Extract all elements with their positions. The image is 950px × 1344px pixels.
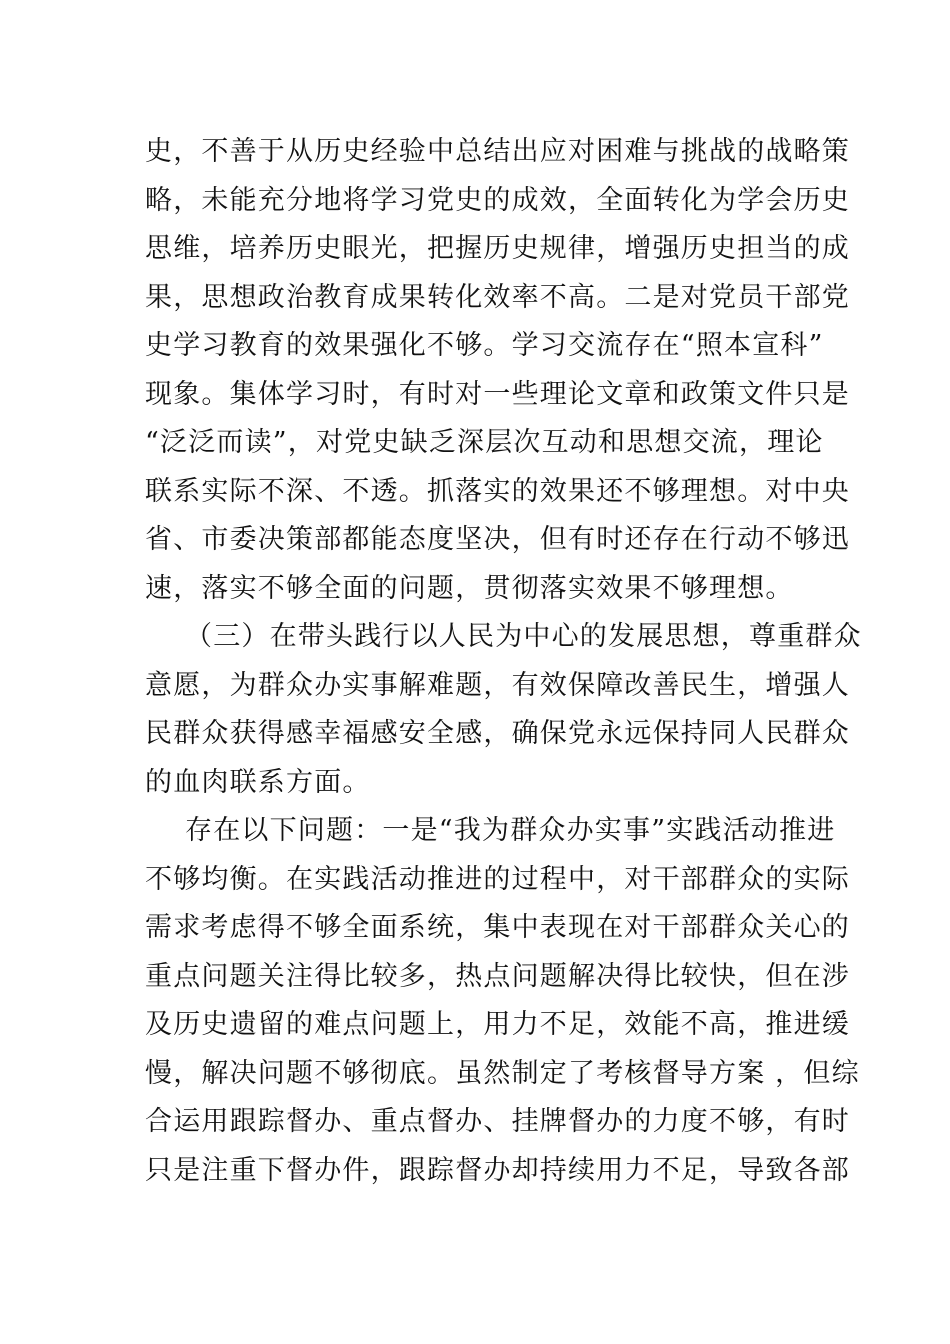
text-line: 需求考虑得不够全面系统，集中表现在对干部群众关心的 bbox=[145, 912, 850, 943]
text-line: 及历史遗留的难点问题上，用力不足，效能不高，推进缓 bbox=[145, 1009, 850, 1040]
text-line: 果，思想政治教育成果转化效率不高。二是对党员干部党 bbox=[145, 281, 850, 313]
text-line: 不够均衡。在实践活动推进的过程中，对干部群众的实际 bbox=[145, 863, 850, 895]
text-line: 重点问题关注得比较多，热点问题解决得比较快，但在涉 bbox=[145, 960, 850, 992]
text-line: 史学习教育的效果强化不够。学习交流存在“照本宣科” bbox=[145, 330, 824, 361]
text-line: 慢，解决问题不够彻底。虽然制定了考核督导方案 ，但综 bbox=[145, 1057, 860, 1089]
text-line: 联系实际不深、不透。抓落实的效果还不够理想。对中央 bbox=[145, 475, 850, 507]
text-line: 史，不善于从历史经验中总结出应对困难与挑战的战略策 bbox=[145, 136, 850, 167]
text-line: 思维，培养历史眼光，把握历史规律，增强历史担当的成 bbox=[145, 233, 850, 264]
text-line: 省、市委决策部都能态度坚决，但有时还存在行动不够迅 bbox=[145, 524, 850, 555]
section-heading-line: （三）在带头践行以人民为中心的发展思想，尊重群众 bbox=[185, 621, 862, 652]
text-line: 现象。集体学习时，有时对一些理论文章和政策文件只是 bbox=[145, 378, 850, 410]
text-line: 速，落实不够全面的问题，贯彻落实效果不够理想。 bbox=[145, 572, 794, 604]
text-line: 只是注重下督办件，跟踪督办却持续用力不足，导致各部 bbox=[145, 1154, 850, 1186]
paragraph-start-line: 存在以下问题：一是“我为群众办实事”实践活动推进 bbox=[185, 815, 836, 846]
document-body bbox=[145, 128, 862, 1195]
text-line: 意愿，为群众办实事解难题，有效保障改善民生，增强人 bbox=[145, 669, 850, 701]
text-line: 略，未能充分地将学习党史的成效，全面转化为学会历史 bbox=[145, 184, 850, 216]
text-line: “泛泛而读”，对党史缺乏深层次互动和思想交流，理论 bbox=[145, 427, 824, 458]
text-line: 合运用跟踪督办、重点督办、挂牌督办的力度不够，有时 bbox=[145, 1106, 850, 1137]
text-line: 的血肉联系方面。 bbox=[145, 766, 371, 798]
text-line: 民群众获得感幸福感安全感，确保党永远保持同人民群众 bbox=[145, 718, 850, 749]
